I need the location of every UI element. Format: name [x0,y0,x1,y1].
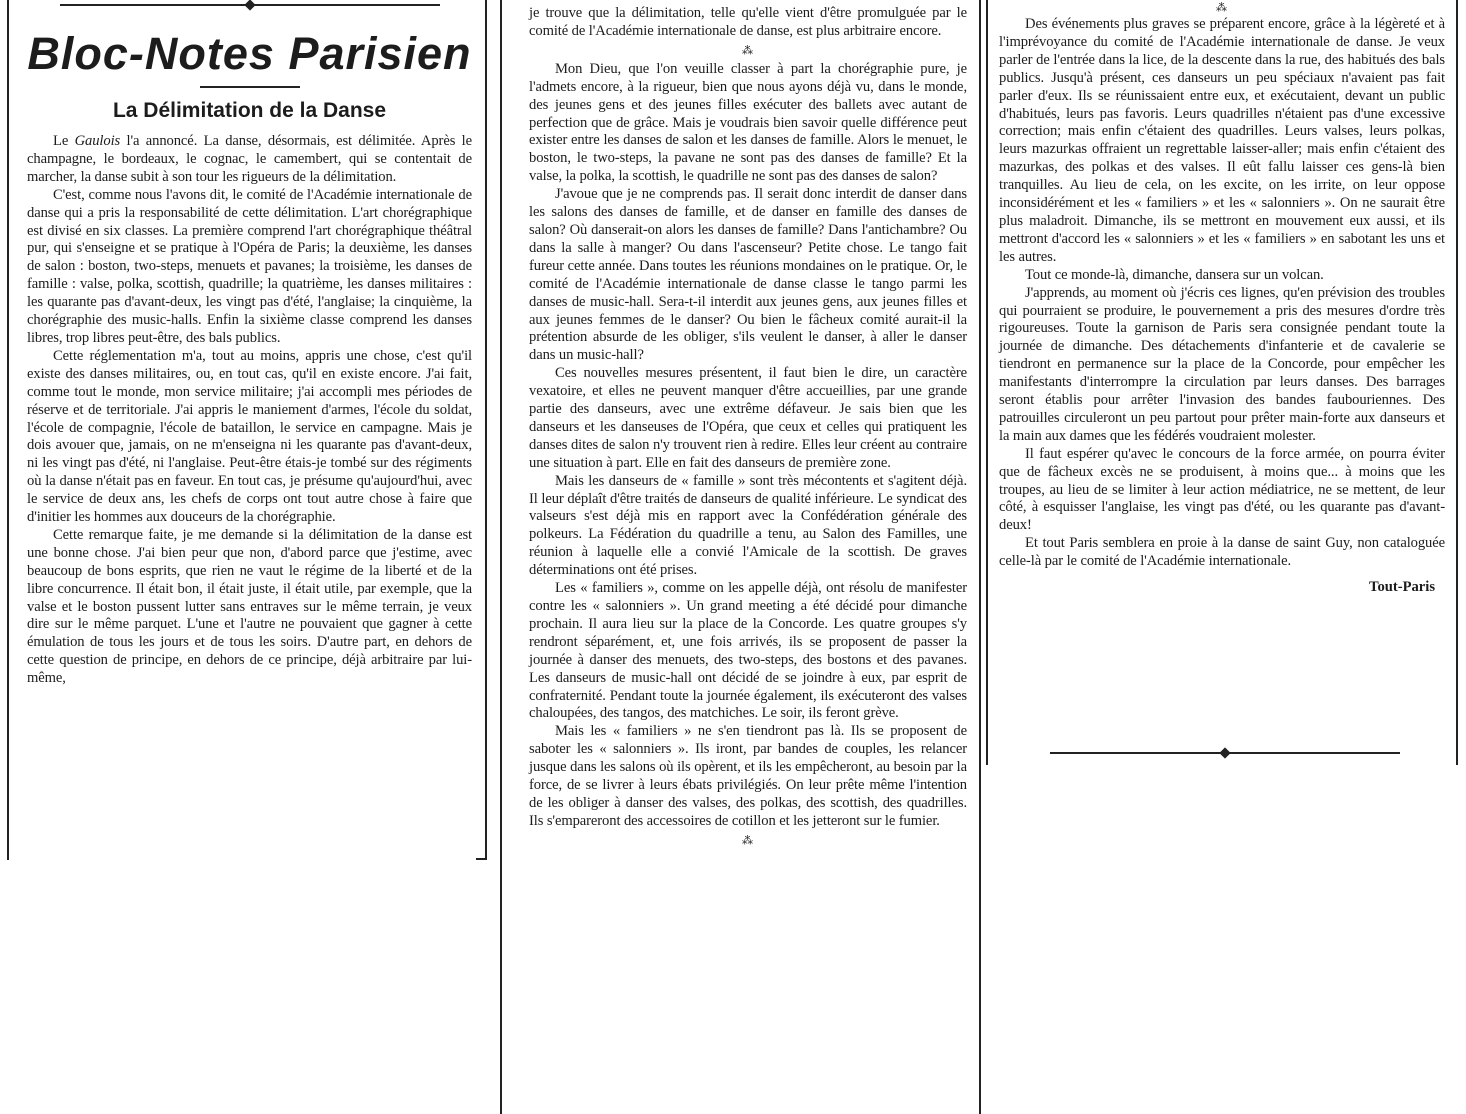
paragraph: Mon Dieu, que l'on veuille classer à part la chorégraphie pure, je l'admets encore, à la rigueur, bien que nous ayons déjà vu, dans le monde, des jeunes gens et des jeunes filles exécuter des ballets avec autant de perfection que de grâce. Mais je voudrais bien savoir quelle différence peut exister entre les danses de salon et les danses de famille. Alors le menuet, le boston, le two-steps, la pavane ne sont pas des danses de famille? Et la valse, la polka, la scottish, le quadrille ne sont pas des danses de salon? [529,60,967,185]
paragraph: Mais les danseurs de « famille » sont très mécontents et s'agitent déjà. Il leur déplaît d'être traités de danseurs de qualité inférieure. Le syndicat des valseurs s'est déjà mis en rapport avec la Confédération générale des polkeurs. La Fédération du quadrille a tenu, au Salon des Familles, une réunion à laquelle elle a convié l'Amicale de la scottish. De graves déterminations ont été prises. [529,472,967,579]
paragraph: Le Gaulois l'a annoncé. La danse, désormais, est délimitée. Après le champagne, le bordeaux, le cognac, le camembert, qui se contentait de marcher, la danse subit à son tour les rigueurs de la délimitation. [27,133,472,185]
masthead-title: Bloc-Notes Parisien [27,28,472,79]
paragraph: Les « familiers », comme on les appelle déjà, ont résolu de manifester contre les « salonniers ». Un grand meeting a été décidé pour dimanche prochain. Il aura lieu sur la place de la Concorde. Les quatre groupes s'y rendront séparément, et, une fois arrivés, ils se proposent de passer la journée à danser des menuets, des two-steps, des bostons et des pavanes. Les danseurs de music-hall ont décidé de se joindre à eux, par esprit de confraternité. Pendant toute la journée également, ils exécuteront des valses chaloupées, des tangos, des matchiches. Le soir, ils feront grève. [529,580,967,722]
paragraph: J'avoue que je ne comprends pas. Il serait donc interdit de danser dans les salons des danses de famille, et de danser en famille des danses de salon? Où danserait-on alors les danses de famille? Dans l'antichambre? Ou dans la salle à manger? Ou dans l'ascenseur? Petite chose. Le tango fait fureur cette année. Dans toutes les réunions mondaines on le pratique. Or, le comité de l'Académie internationale de danse classe le tango parmi les danses de music-hall. Sera-t-il interdit aux jeunes gens, aux jeunes filles et aux jeunes femmes de le danser? Ou bien le fâcheux comité aurait-il la prétention absurde de les obliger, s'ils veulent le danser, à aller le danser dans un music-hall? [529,186,967,364]
paragraph: Ces nouvelles mesures présentent, il faut bien le dire, un caractère vexatoire, et elles ne peuvent manquer d'être accueillies, par une grande partie des danseurs, avec une extrême défaveur. Je sais bien que les danseurs et les danseuses de l'Opéra, que ceux et celles qui pratiquent les danses dites de salon n'y trouvent rien à redire. Elles leur créent au contraire une situation à part. Elle en fait des danseurs de première zone. [529,365,967,471]
column-3 [987,0,1457,765]
author-signature: Tout-Paris [1369,579,1435,596]
paragraph: C'est, comme nous l'avons dit, le comité de l'Académie internationale de danse qui a pris la responsabilité de cette délimitation. L'art chorégraphique est divisé en six classes. La première comprend l'art chorégraphique théâtral pur, qui s'enseigne et se pratique à l'Opéra de Paris; la deuxième, les danses de salon : boston, two-steps, menuets et pavanes; la troisième, les danses de famille : valse, polka, scottish, quadrille; la quatrième, les danses militaires : les quarante pas d'avant-deux, les vingt pas d'été, l'anglaise; la cinquième, la chorégraphie des music-halls. Enfin la sixième classe comprend les danses libres, trop libres peut-être, des bals publics. [27,186,472,346]
paragraph: Et tout Paris semblera en proie à la danse de saint Guy, non cataloguée celle-là par le comité de l'Académie internationale. [999,535,1445,570]
newspaper-name: Gaulois [74,133,121,149]
column-1 [8,0,484,860]
article-title: La Délimitation de la Danse [112,99,387,122]
paragraph: je trouve que la délimitation, telle qu'elle vient d'être promulguée par le comité de l'Académie internationale de danse, est plus arbitraire encore. [529,5,967,39]
paragraph: Tout ce monde-là, dimanche, dansera sur un volcan. [1025,266,1324,283]
masthead-underline [200,86,300,88]
column-2 [502,0,978,1114]
paragraph: Il faut espérer qu'avec le concours de la force armée, on pourra éviter que de fâcheux excès ne se produisent, à moins que... à moins que les troupes, au lieu de se limiter à leur action médiatrice, ne se mettent, de leur côté, à esquisser l'anglaise, les vingt pas d'été, ou les quarante pas d'avant-deux! [999,445,1445,534]
paragraph: J'apprends, au moment où j'écris ces lignes, qu'en prévision des troubles qui pourraient se produire, le pouvernement a pris des mesures d'ordre très rigoureuses. Toute la garnison de Paris sera consignée pendant toute la journée de dimanche. Des détachements d'infanterie et de cavalerie se tiendront en permanence sur la place de la Concorde, pour empêcher les manifestants d'interrompre la circulation par leurs danses. Des barrages seront établis pour arrêter l'invasion des bandes faubouriennes. Des patrouilles circuleront un peu partout pour prêter main-forte aux danseurs et la main aux dames que les fédérés voudraient molester. [999,284,1445,444]
column-rule-1-2 [485,0,487,860]
paragraph: Cette remarque faite, je me demande si la délimitation de la danse est une bonne chose. J'ai bien peur que non, d'abord parce que j'estime, avec beaucoup de bons esprits, que rien ne vaut le régime de la liberté et de la libre concurrence. Il était bon, il était juste, il était utile, par exemple, que la valse et le boston pussent lutter sans entraves sur le même terrain, je veux dire sur le même parquet. L'une et l'autre ne pouvaient que gagner à cette émulation de tous les jours et de tous les soirs. D'autre part, en dehors de cette question de principe, en dehors de ce principe, déjà arbitraire par lui-même, [27,526,472,687]
paragraph: Cette réglementation m'a, tout au moins, appris une chose, c'est qu'il existe des danses militaires, ou, en tout cas, qu'il en existe encore. J'ai fait, comme tout le monde, mon service militaire; j'ai accompli mes périodes de réserve et de territoriale. J'ai appris le maniement d'armes, l'école du soldat, l'école de compagnie, l'école de bataillon, le service en campagne. Mais je dois avouer que, jamais, on ne m'enseigna ni les quarante pas d'avant-deux, ni les vingt pas d'été, ni l'anglaise. Peut-être étais-je tombé sur des régiments où la danse n'était pas en faveur. En tout cas, je présume qu'aujourd'hui, avec le service de deux ans, les chefs de corps ont tout autre chose à faire que d'initier les hommes aux douceurs de la chorégraphie. [27,347,472,526]
section-separator: ⁂ [742,44,754,57]
section-separator: ⁂ [742,834,754,847]
section-separator: ⁂ [1216,2,1228,14]
paragraph: Mais les « familiers » ne s'en tiendront pas là. Ils se proposent de saboter les « salonniers ». Ils iront, par bandes de couples, les relancer jusque dans les salons où ils opèrent, et ils les empêcheront, au besoin par la force, de se livrer à leurs ébats privilégiés. On leur prête même l'intention de les obliger à danser des valses, des polkas, des scottish, des quadrilles. Ils s'empareront des accessoires de cotillon et les jetteront sur le fumier. [529,723,967,829]
column-rule-2-3 [979,0,981,1114]
paragraph: Des événements plus graves se préparent encore, grâce à la légèreté et à l'imprévoyance du comité de l'Académie internationale de danse. Je veux parler de l'entrée dans la lice, de la descente dans la rue, des habitués des bals publics. Jusqu'à présent, ces danseurs un peu spéciaux n'avaient pas fait parler d'eux. Ils se réunissaient entre eux, et exécutaient, devant un public d'habitués, leurs pas favoris. Leurs quadrilles n'étaient pas d'une excessive correction; mais enfin c'étaient des quadrilles. Leurs valses, leurs polkas, leurs mazurkas offraient un regrettable laisser-aller; mais enfin c'étaient des mazurkas, des polkas et des valses. Il eût fallu laisser ces gens-là bien tranquilles. Au lieu de cela, on les excite, on les irrite, on leur oppose inconsidérément et les « familiers » et les « salonniers ». On ne saurait être plus maladroit. Dimanche, ils se mettront en mouvement eux aussi, et ils mettront d'accord les « salonniers » et les « familiers » en sabotant les uns et les autres. [999,16,1445,265]
